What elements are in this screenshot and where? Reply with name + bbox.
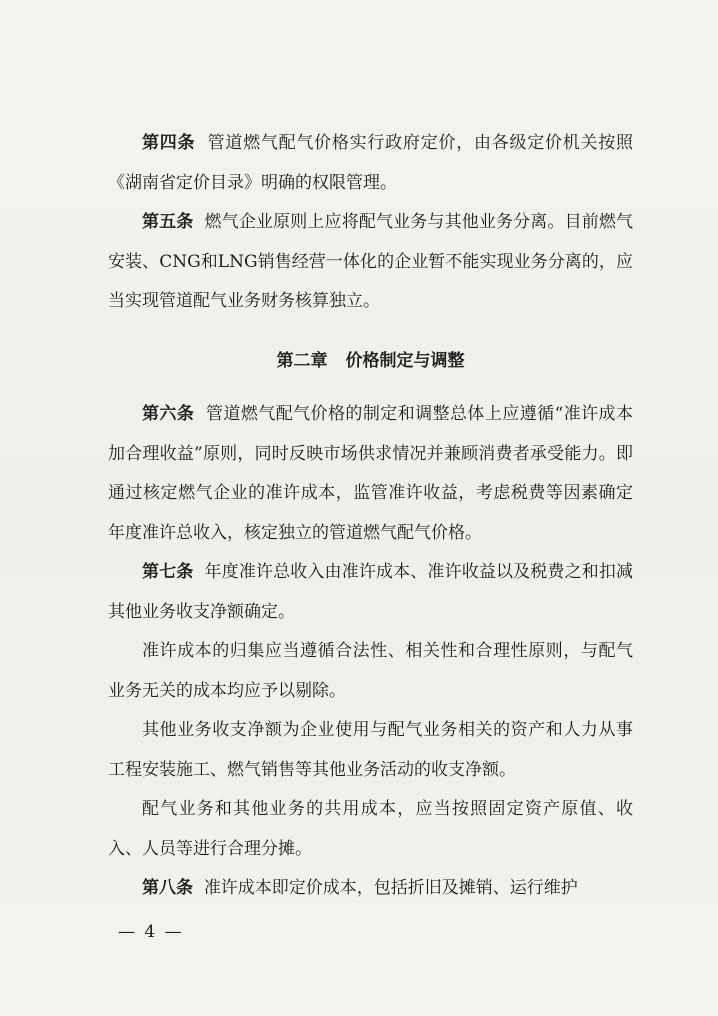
paragraph-text: 配气业务和其他业务的共用成本，应当按照固定资产原值、收入、人员等进行合理分摊。 [108, 799, 633, 859]
chapter-number: 第二章 [276, 350, 328, 371]
article-label: 第七条 [142, 562, 194, 582]
chapter-title: 价格制定与调整 [345, 350, 465, 371]
document-body [108, 124, 633, 909]
article-7 [108, 553, 633, 632]
chapter-heading [108, 342, 633, 382]
article-5 [108, 203, 633, 322]
article-text: 年度准许总收入由准许成本、准许收益以及税费之和扣减其他业务收支净额确定。 [108, 562, 634, 622]
article-text: 燃气企业原则上应将配气业务与其他业务分离。目前燃气安装、CNG和LNG销售经营一体化的企业暂不能实现业务分离的，应当实现管道配气业务财务核算独立。 [108, 212, 634, 311]
paragraph-allowed-cost [108, 632, 633, 711]
paragraph-shared-cost [108, 790, 633, 869]
paragraph-text: 其他业务收支净额为企业使用与配气业务相关的资产和人力从事工程安装施工、燃气销售等其他业务活动的收支净额。 [108, 720, 633, 780]
article-text: 准许成本即定价成本，包括折旧及摊销、运行维护 [203, 878, 578, 898]
article-text: 管道燃气配气价格的制定和调整总体上应遵循“准许成本加合理收益”原则，同时反映市场供求情况并兼顾消费者承受能力。即通过核定燃气企业的准许成本，监管准许收益，考虑税费等因素确定年度准许总收入，核定独立的管道燃气配气价格。 [108, 404, 633, 543]
paragraph-other-business [108, 711, 633, 790]
paragraph-text: 准许成本的归集应当遵循合法性、相关性和合理性原则，与配气业务无关的成本均应予以剔除。 [108, 641, 633, 701]
page-number: — 4 — [118, 922, 184, 942]
article-label: 第六条 [142, 404, 195, 424]
article-6 [108, 395, 633, 553]
article-8 [108, 869, 633, 909]
article-label: 第五条 [142, 212, 194, 232]
article-label: 第四条 [142, 133, 196, 153]
article-text: 管道燃气配气价格实行政府定价，由各级定价机关按照《湖南省定价目录》明确的权限管理。 [108, 133, 634, 193]
article-4 [108, 124, 633, 203]
article-label: 第八条 [142, 878, 193, 898]
